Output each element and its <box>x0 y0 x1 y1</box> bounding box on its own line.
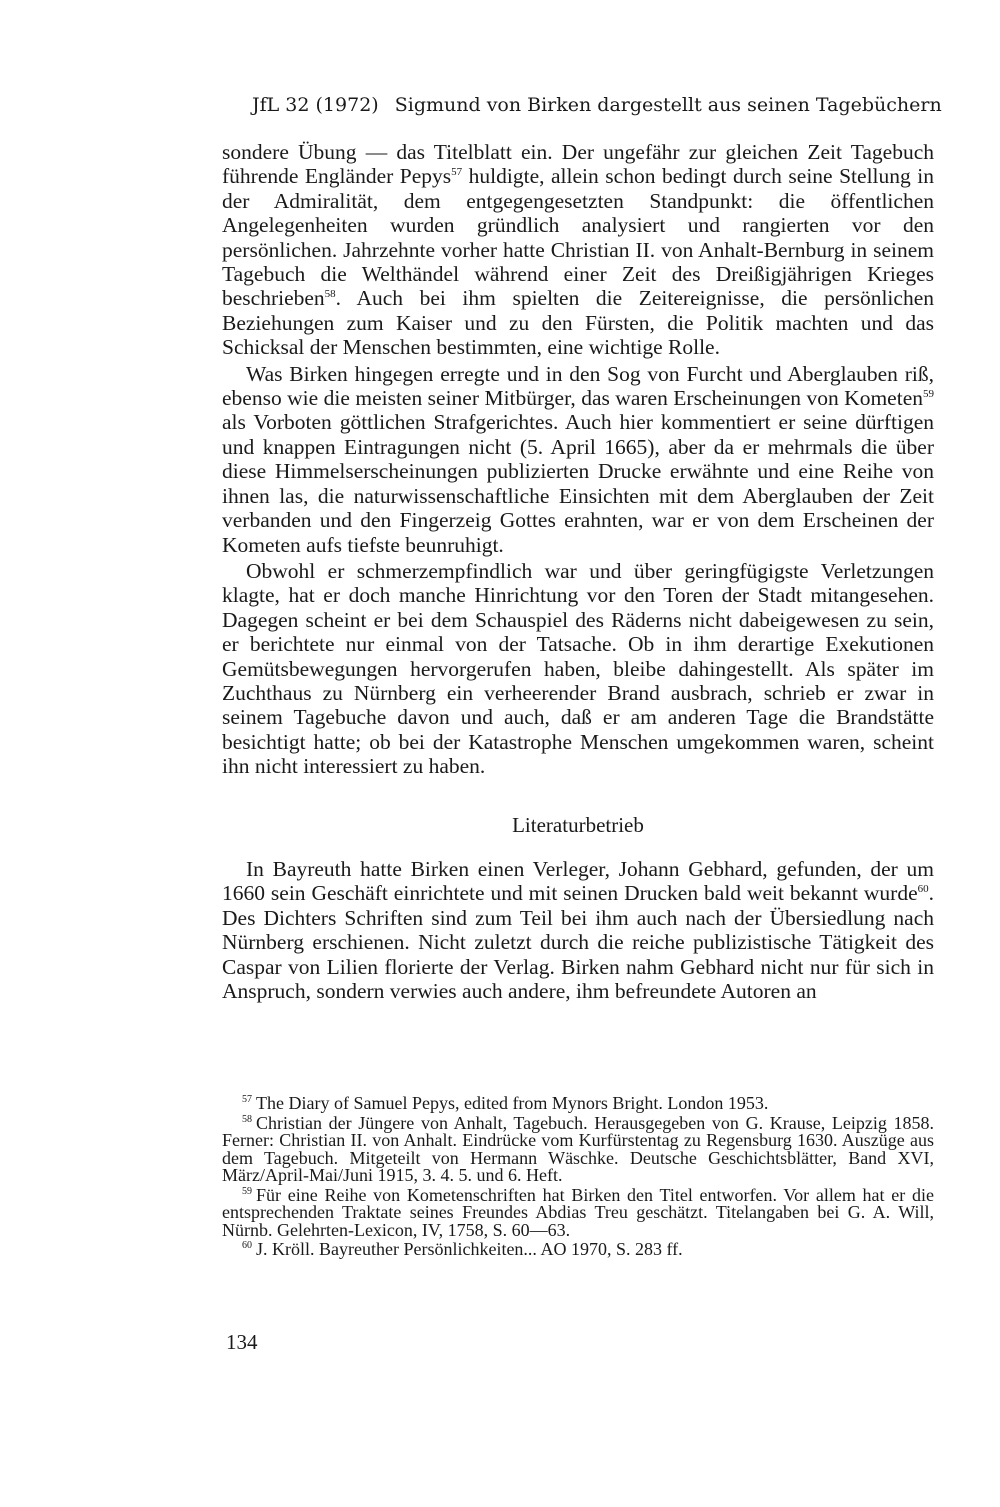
paragraph-4: In Bayreuth hatte Birken einen Verleger, Johann Gebhard, gefunden, der um 1660 sein Geschäft einrichtete und mit seinen Drucken bald weit bekannt wurde$^{60}$. Des Dichters Schriften sind zum Teil bei ihm auch nach der Übersiedlung nach Nürnberg erschienen. Nicht zuletzt durch die reiche publizistische Tätigkeit des Caspar von Lilien florierte der Verlag. Birken nahm Gebhard nicht nur für sich in Anspruch, sondern verwies auch andere, ihm befreundete Autoren an <box>222 856 934 1003</box>
footnote-59 <box>222 1184 934 1240</box>
footnote-60 <box>222 1241 934 1259</box>
footnote-number: 59 <box>242 1185 252 1197</box>
paragraph-1: sondere Übung — das Titelblatt ein. Der ungefähr zur gleichen Zeit Tagebuch führende Engländer Pepys$^{57}$ huldigte, allein schon bedingt durch seine Stellung in der Admiralität, dem entgegengesetzten Standpunkt: die öffentlichen Angelegenheiten wurden gründlich analysiert und rangierten vor den persönlichen. Jahrzehnte vorher hatte Christian II. von Anhalt-Bernburg in seinem Tagebuch die Welthändel während einer Zeit des Dreißigjährigen Krieges beschrieben$^{58}$. Auch bei ihm spielten die Zeitereignisse, die persönlichen Beziehungen zum Kaiser und zu den Fürsten, die Politik machten und das Schicksal der Menschen bestimmten, eine wichtige Rolle. <box>222 140 935 360</box>
footnote-number: 57 <box>242 1094 252 1105</box>
footnote-number: 60 <box>242 1240 252 1251</box>
footnotes <box>222 1095 934 1261</box>
footnote-text: Für eine Reihe von Kometenschriften hat Birken den Titel entworfen. Vor allem hat er die entsprechenden Traktate seines Freundes Abdias Treu geschätzt. Titelangaben bei G. A. Will, Nürnb. Gelehrten-Lexicon, IV, 1758, S. 60—63. <box>222 1184 934 1240</box>
footnote-text: The Diary of Samuel Pepys, edited from Mynors Bright. London 1953. <box>256 1093 769 1113</box>
running-head <box>252 92 942 118</box>
footnote-text: Christian der Jüngere von Anhalt, Tagebuch. Herausgegeben von G. Krause, Leipzig 1858. Ferner: Christian II. von Anhalt. Eindrücke vom Kurfürstentag zu Regensburg 1630. Auszüge aus dem Tagebuch. Mitgeteilt von Hermann Wäschke. Deutsche Geschichtsblätter, Band XVI, März/April-Mai/Juni 1915, 3. 4. 5. und 6. Heft. <box>222 1112 934 1185</box>
journal-reference: JfL 32 (1972) <box>252 94 379 116</box>
footnote-text: J. Kröll. Bayreuther Persönlichkeiten... AO 1970, S. 283 ff. <box>256 1239 683 1259</box>
footnote-ref-58[interactable]: 58 <box>324 288 336 301</box>
footnote-58 <box>222 1112 934 1185</box>
footnote-ref-60[interactable]: 60 <box>917 883 929 896</box>
main-text <box>222 140 934 1005</box>
footnote-57 <box>222 1095 934 1113</box>
running-title: Sigmund von Birken dargestellt aus seinen Tagebüchern <box>394 94 942 116</box>
footnote-ref-57[interactable]: 57 <box>451 166 463 179</box>
paragraph-2: Was Birken hingegen erregte und in den Sog von Furcht und Aberglauben riß, ebenso wie die meisten seiner Mitbürger, das waren Erscheinungen von Kometen$^{59}$ als Vorboten göttlichen Strafgerichtes. Auch hier kommentiert er seine dürftigen und knappen Eintragungen nicht (5. April 1665), aber da er mehrmals die über diese Himmelserscheinungen publizierten Drucke erwähnte und eine Reihe von ihnen las, die naturwissenschaftliche Einsichten mit dem Aberglauben der Zeit verbanden und den Fingerzeig Gottes erahnten, war er von dem Erscheinen der Kometen aufs tiefste beunruhigt. <box>222 361 934 557</box>
section-heading: Literaturbetrieb <box>512 812 644 837</box>
footnote-number: 58 <box>242 1113 252 1125</box>
footnote-ref-59[interactable]: 59 <box>923 387 934 400</box>
paragraph-3: Obwohl er schmerzempfindlich war und über geringfügigste Verletzungen klagte, hat er doch manche Hinrichtung vor den Toren der Stadt mitangesehen. Dagegen scheint er bei dem Schauspiel des Räderns nicht dabeigewesen zu sein, er berichtete nur einmal von der Tatsache. Ob in ihm derartige Exekutionen Gemütsbewegungen hervorgerufen haben, bleibe dahingestellt. Als später im Zuchthaus zu Nürnberg ein verheerender Brand ausbrach, schrieb er zwar in seinem Tagebuche davon und auch, daß er am anderen Tage die Brandstätte besichtigt hatte; ob bei der Katastrophe Menschen umgekommen waren, scheint ihn nicht interessiert zu haben. <box>222 558 934 779</box>
page-number: 134 <box>226 1330 258 1354</box>
